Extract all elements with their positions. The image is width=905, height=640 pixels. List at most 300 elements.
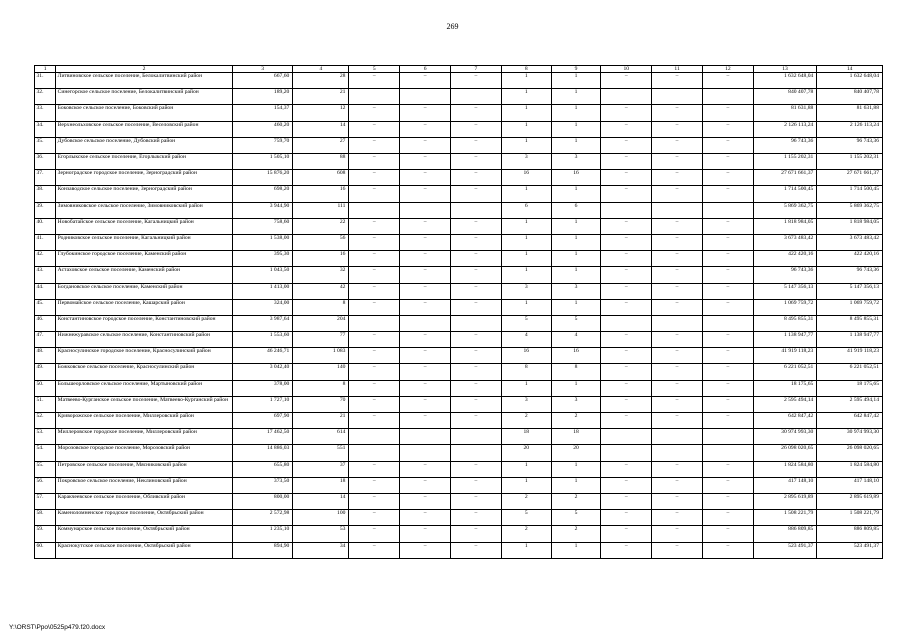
table-cell: [652, 315, 703, 331]
table-row: [35, 380, 883, 396]
table-cell: [652, 202, 703, 218]
table-cell: –: [652, 251, 703, 267]
table-cell: –: [400, 170, 451, 186]
table-cell: –: [451, 283, 502, 299]
table-cell: 5 147 356,13: [753, 283, 817, 299]
header-row: [35, 66, 883, 73]
table-cell: 96 743,36: [817, 267, 883, 283]
table-cell: –: [702, 137, 753, 153]
table-cell: 41 919 118,23: [753, 348, 817, 364]
table-cell: 373,50: [232, 477, 292, 493]
settlement-name-cell: Боковское сельское поселение, Боковский район: [56, 105, 233, 121]
table-cell: –: [652, 364, 703, 380]
table-cell: [601, 445, 652, 461]
settlement-name-cell: Зимовниковское сельское поселение, Зимовниковский район: [56, 202, 233, 218]
table-cell: 1: [551, 73, 601, 89]
table-cell: 20: [501, 445, 551, 461]
table-cell: 1: [501, 234, 551, 250]
table-cell: –: [601, 170, 652, 186]
table-cell: 422 420,16: [753, 251, 817, 267]
table-cell: 4: [551, 332, 601, 348]
table-cell: –: [349, 380, 400, 396]
table-cell: [400, 429, 451, 445]
table-cell: 2: [551, 493, 601, 509]
table-cell: [349, 429, 400, 445]
table-cell: –: [451, 267, 502, 283]
table-cell: 523 491,37: [817, 542, 883, 558]
table-cell: –: [451, 510, 502, 526]
table-cell: –: [601, 526, 652, 542]
table-cell: 38.: [35, 186, 56, 202]
table-cell: 56: [293, 234, 349, 250]
table-cell: 886 809,85: [753, 526, 817, 542]
table-cell: –: [349, 461, 400, 477]
table-cell: [349, 445, 400, 461]
table-cell: –: [652, 137, 703, 153]
table-cell: –: [702, 348, 753, 364]
settlement-name-cell: Каракчеевское сельское поселение, Обливский район: [56, 493, 233, 509]
table-cell: 8 495 855,31: [753, 315, 817, 331]
table-cell: –: [702, 218, 753, 234]
header-cell: 7: [451, 66, 502, 73]
table-cell: –: [702, 170, 753, 186]
settlement-name-cell: Первомайское сельское поселение, Кашарский район: [56, 299, 233, 315]
table-cell: 642 847,42: [753, 413, 817, 429]
table-cell: 39.: [35, 202, 56, 218]
table-cell: 57.: [35, 493, 56, 509]
table-cell: –: [702, 283, 753, 299]
table-cell: 1: [551, 234, 601, 250]
table-cell: –: [601, 396, 652, 412]
table-cell: –: [652, 170, 703, 186]
header-cell: 13: [753, 66, 817, 73]
table-cell: –: [400, 380, 451, 396]
settlement-name-cell: Миллеровское городское поселение, Миллеровский район: [56, 429, 233, 445]
table-cell: –: [601, 493, 652, 509]
table-cell: 28: [293, 73, 349, 89]
table-cell: [400, 202, 451, 218]
table-cell: 40.: [35, 218, 56, 234]
table-cell: –: [451, 121, 502, 137]
settlement-name-cell: Петровское сельское поселение, Мясниковский район: [56, 461, 233, 477]
table-cell: 18 175,65: [753, 380, 817, 396]
page-number: 269: [446, 22, 459, 31]
table-cell: 1: [501, 218, 551, 234]
table-cell: –: [652, 332, 703, 348]
table-cell: 886 809,85: [817, 526, 883, 542]
table-cell: 759,70: [232, 137, 292, 153]
table-cell: –: [702, 380, 753, 396]
table-cell: [400, 445, 451, 461]
table-cell: 800,00: [232, 493, 292, 509]
table-cell: 22: [293, 218, 349, 234]
table-row: [35, 348, 883, 364]
table-cell: –: [652, 105, 703, 121]
table-cell: 48.: [35, 348, 56, 364]
table-cell: 20: [551, 445, 601, 461]
table-cell: 18: [293, 477, 349, 493]
table-cell: 894,90: [232, 542, 292, 558]
table-cell: 3 673 483,42: [753, 234, 817, 250]
table-cell: 417 148,10: [753, 477, 817, 493]
table-cell: –: [349, 510, 400, 526]
table-cell: 5: [551, 315, 601, 331]
table-cell: –: [400, 542, 451, 558]
table-row: [35, 186, 883, 202]
table-cell: 140: [293, 364, 349, 380]
table-row: [35, 445, 883, 461]
table-cell: 189,20: [232, 89, 292, 105]
table-cell: –: [601, 105, 652, 121]
table-row: [35, 267, 883, 283]
table-cell: 96 743,36: [753, 137, 817, 153]
table-cell: 1 069 759,72: [753, 299, 817, 315]
table-cell: 18: [551, 429, 601, 445]
table-cell: –: [601, 461, 652, 477]
table-cell: 2 595 494,14: [753, 396, 817, 412]
table-cell: –: [702, 267, 753, 283]
table-cell: [400, 315, 451, 331]
settlement-name-cell: Криворожское сельское поселение, Миллеровский район: [56, 413, 233, 429]
table-row: [35, 73, 883, 89]
settlement-name-cell: Верхнеольховское сельское поселение, Веселовский район: [56, 121, 233, 137]
table-cell: [652, 89, 703, 105]
table-cell: 698,20: [232, 186, 292, 202]
table-cell: –: [652, 283, 703, 299]
table-cell: –: [451, 364, 502, 380]
table-cell: –: [702, 510, 753, 526]
table-cell: 1: [551, 89, 601, 105]
table-cell: –: [601, 542, 652, 558]
table-cell: 1 043,50: [232, 267, 292, 283]
table-cell: 1: [501, 477, 551, 493]
table-row: [35, 429, 883, 445]
table-cell: 3: [551, 283, 601, 299]
table-cell: –: [400, 137, 451, 153]
table-cell: –: [702, 364, 753, 380]
header-cell: 10: [601, 66, 652, 73]
settlement-name-cell: Божковское сельское поселение, Красносулинский район: [56, 364, 233, 380]
table-cell: –: [451, 542, 502, 558]
table-cell: –: [400, 332, 451, 348]
table-cell: –: [400, 396, 451, 412]
table-cell: 2: [551, 526, 601, 542]
table-cell: –: [601, 299, 652, 315]
settlement-name-cell: Красносулинское городское поселение, Красносулинский район: [56, 348, 233, 364]
table-cell: 1: [501, 251, 551, 267]
table-cell: 37: [293, 461, 349, 477]
table-cell: 2 595 494,14: [817, 396, 883, 412]
table-cell: –: [652, 542, 703, 558]
table-cell: 1: [501, 542, 551, 558]
table-cell: 88: [293, 154, 349, 170]
table-row: [35, 315, 883, 331]
table-cell: 667,60: [232, 73, 292, 89]
table-cell: 21: [293, 89, 349, 105]
table-cell: –: [601, 154, 652, 170]
table-cell: 15 876,20: [232, 170, 292, 186]
table-cell: 1: [551, 218, 601, 234]
table-cell: –: [349, 526, 400, 542]
table-cell: 1 632 648,04: [753, 73, 817, 89]
table-cell: 2 572,98: [232, 510, 292, 526]
table-cell: 1 508 221,79: [753, 510, 817, 526]
table-cell: –: [702, 186, 753, 202]
table-cell: 16: [551, 348, 601, 364]
table-row: [35, 396, 883, 412]
table-cell: 21: [293, 413, 349, 429]
table-cell: [702, 202, 753, 218]
settlement-name-cell: Морозовское городское поселение, Морозовский район: [56, 445, 233, 461]
table-cell: 655,80: [232, 461, 292, 477]
table-cell: 8 495 855,31: [817, 315, 883, 331]
table-cell: –: [349, 218, 400, 234]
table-cell: –: [349, 137, 400, 153]
table-cell: –: [400, 186, 451, 202]
table-cell: –: [451, 413, 502, 429]
table-cell: 204: [293, 315, 349, 331]
table-cell: –: [349, 413, 400, 429]
table-cell: –: [652, 380, 703, 396]
table-cell: 46.: [35, 315, 56, 331]
table-cell: –: [349, 493, 400, 509]
table-cell: 44.: [35, 283, 56, 299]
table-cell: –: [451, 526, 502, 542]
table-cell: 1 155 202,31: [817, 154, 883, 170]
table-cell: 12: [293, 105, 349, 121]
table-cell: 642 847,42: [817, 413, 883, 429]
table-cell: –: [451, 348, 502, 364]
table-cell: 49.: [35, 364, 56, 380]
settlement-name-cell: Нижнежуравское сельское поселение, Константиновский район: [56, 332, 233, 348]
table-cell: 1: [501, 105, 551, 121]
table-cell: 16: [501, 170, 551, 186]
table-cell: –: [702, 396, 753, 412]
table-cell: –: [601, 234, 652, 250]
table-cell: –: [451, 332, 502, 348]
table-cell: –: [349, 73, 400, 89]
table-cell: 1: [501, 137, 551, 153]
table-cell: 53: [293, 526, 349, 542]
table-cell: 56.: [35, 477, 56, 493]
table-cell: –: [451, 154, 502, 170]
table-cell: –: [349, 348, 400, 364]
table-cell: 26 098 020,65: [753, 445, 817, 461]
table-cell: –: [400, 526, 451, 542]
table-row: [35, 251, 883, 267]
table-cell: [400, 89, 451, 105]
table-cell: –: [349, 299, 400, 315]
table-cell: 1: [501, 121, 551, 137]
table-row: [35, 105, 883, 121]
table-cell: 4: [501, 332, 551, 348]
table-cell: 16: [551, 170, 601, 186]
table-cell: 608: [293, 170, 349, 186]
table-cell: –: [400, 267, 451, 283]
data-table: [34, 65, 883, 559]
table-cell: 3: [501, 283, 551, 299]
table-cell: 55.: [35, 461, 56, 477]
table-cell: 840 407,78: [753, 89, 817, 105]
table-cell: –: [652, 186, 703, 202]
table-cell: 18: [501, 429, 551, 445]
table-cell: 6 221 052,51: [753, 364, 817, 380]
table-cell: –: [601, 73, 652, 89]
table-cell: –: [451, 218, 502, 234]
table-cell: –: [652, 461, 703, 477]
table-cell: –: [652, 396, 703, 412]
table-cell: 378,00: [232, 380, 292, 396]
table-cell: –: [652, 267, 703, 283]
table-cell: 50.: [35, 380, 56, 396]
table-cell: –: [349, 186, 400, 202]
table-cell: 1: [501, 89, 551, 105]
table-row: [35, 510, 883, 526]
table-cell: 26 098 020,65: [817, 445, 883, 461]
table-row: [35, 493, 883, 509]
table-cell: –: [652, 413, 703, 429]
table-cell: 111: [293, 202, 349, 218]
table-cell: –: [702, 526, 753, 542]
table-cell: 1 538,00: [232, 234, 292, 250]
table-cell: –: [349, 364, 400, 380]
table-cell: –: [400, 461, 451, 477]
table-cell: 8: [551, 364, 601, 380]
settlement-name-cell: Егорлыкское сельское поселение, Егорлыкский район: [56, 154, 233, 170]
table-row: [35, 364, 883, 380]
table-cell: –: [601, 332, 652, 348]
table-cell: –: [400, 364, 451, 380]
table-cell: 1 818 984,05: [753, 218, 817, 234]
table-cell: –: [652, 526, 703, 542]
table-cell: –: [702, 105, 753, 121]
table-cell: 2 895 619,89: [753, 493, 817, 509]
table-cell: –: [400, 283, 451, 299]
table-cell: –: [349, 267, 400, 283]
table-cell: 18 175,65: [817, 380, 883, 396]
table-cell: [652, 429, 703, 445]
table-cell: 1 553,60: [232, 332, 292, 348]
table-cell: –: [451, 380, 502, 396]
table-cell: 33.: [35, 105, 56, 121]
table-cell: 3: [551, 154, 601, 170]
table-cell: –: [702, 154, 753, 170]
table-cell: –: [601, 251, 652, 267]
table-cell: 34: [293, 542, 349, 558]
table-cell: 1 138 947,77: [753, 332, 817, 348]
table-cell: 8: [293, 380, 349, 396]
table-cell: [451, 89, 502, 105]
table-row: [35, 234, 883, 250]
table-cell: –: [349, 283, 400, 299]
table-cell: 3 944,90: [232, 202, 292, 218]
table-cell: 1 727,10: [232, 396, 292, 412]
table-cell: 47.: [35, 332, 56, 348]
table-cell: –: [702, 493, 753, 509]
table-cell: –: [702, 542, 753, 558]
header-cell: 3: [232, 66, 292, 73]
table-cell: 96 743,36: [753, 267, 817, 283]
table-cell: –: [349, 396, 400, 412]
table-cell: 1 632 648,04: [817, 73, 883, 89]
table-cell: –: [451, 170, 502, 186]
table-cell: 1 155 202,31: [753, 154, 817, 170]
table-cell: –: [349, 542, 400, 558]
table-cell: –: [451, 105, 502, 121]
header-cell: 6: [400, 66, 451, 73]
table-cell: [702, 429, 753, 445]
table-cell: [601, 315, 652, 331]
settlement-name-cell: Новобатайское сельское поселение, Кагальницкий район: [56, 218, 233, 234]
table-cell: –: [451, 251, 502, 267]
settlement-name-cell: Покровское сельское поселение, Неклиновский район: [56, 477, 233, 493]
table-cell: 1 069 759,72: [817, 299, 883, 315]
table-cell: 5 869 362,75: [753, 202, 817, 218]
table-cell: 77: [293, 332, 349, 348]
table-cell: 1: [551, 137, 601, 153]
table-cell: 27 671 661,37: [817, 170, 883, 186]
table-cell: –: [601, 380, 652, 396]
table-cell: 460,20: [232, 121, 292, 137]
table-cell: 14: [293, 121, 349, 137]
table-cell: 6: [551, 202, 601, 218]
table-cell: 1 505,10: [232, 154, 292, 170]
table-cell: –: [702, 73, 753, 89]
table-cell: –: [601, 121, 652, 137]
table-cell: –: [652, 299, 703, 315]
settlement-name-cell: Глубокинское городское поселение, Каменский район: [56, 251, 233, 267]
settlement-name-cell: Родниковское сельское поселение, Кагальницкий район: [56, 234, 233, 250]
table-cell: 41 919 118,23: [817, 348, 883, 364]
header-cell: 12: [702, 66, 753, 73]
table-cell: –: [451, 234, 502, 250]
table-cell: 37.: [35, 170, 56, 186]
file-path-footer: Y:\ORST\Ppo\0525p479.f20.docx: [9, 624, 106, 631]
table-cell: –: [400, 73, 451, 89]
table-cell: –: [601, 267, 652, 283]
table-cell: 5: [551, 510, 601, 526]
table-cell: 1: [501, 461, 551, 477]
table-cell: 45.: [35, 299, 56, 315]
table-cell: –: [702, 413, 753, 429]
settlement-name-cell: Богдановское сельское поселение, Каменский район: [56, 283, 233, 299]
settlement-name-cell: Коммунарское сельское поселение, Октябрьский район: [56, 526, 233, 542]
table-cell: 1: [551, 105, 601, 121]
table-cell: –: [451, 299, 502, 315]
table-cell: 1: [551, 186, 601, 202]
table-cell: –: [451, 73, 502, 89]
table-cell: 1 083: [293, 348, 349, 364]
table-cell: 70: [293, 396, 349, 412]
table-cell: 41.: [35, 234, 56, 250]
table-cell: –: [400, 413, 451, 429]
table-cell: 34.: [35, 121, 56, 137]
table-cell: –: [652, 234, 703, 250]
table-cell: 53.: [35, 429, 56, 445]
table-cell: –: [400, 251, 451, 267]
table-cell: [451, 445, 502, 461]
table-cell: –: [702, 461, 753, 477]
table-cell: 8: [501, 364, 551, 380]
settlement-name-cell: Константиновское городское поселение, Константиновский район: [56, 315, 233, 331]
table-cell: 3: [501, 396, 551, 412]
table-cell: –: [702, 299, 753, 315]
table-row: [35, 299, 883, 315]
table-cell: 6 221 052,51: [817, 364, 883, 380]
table-cell: 1: [551, 299, 601, 315]
table-cell: 1: [551, 267, 601, 283]
table-cell: –: [652, 493, 703, 509]
